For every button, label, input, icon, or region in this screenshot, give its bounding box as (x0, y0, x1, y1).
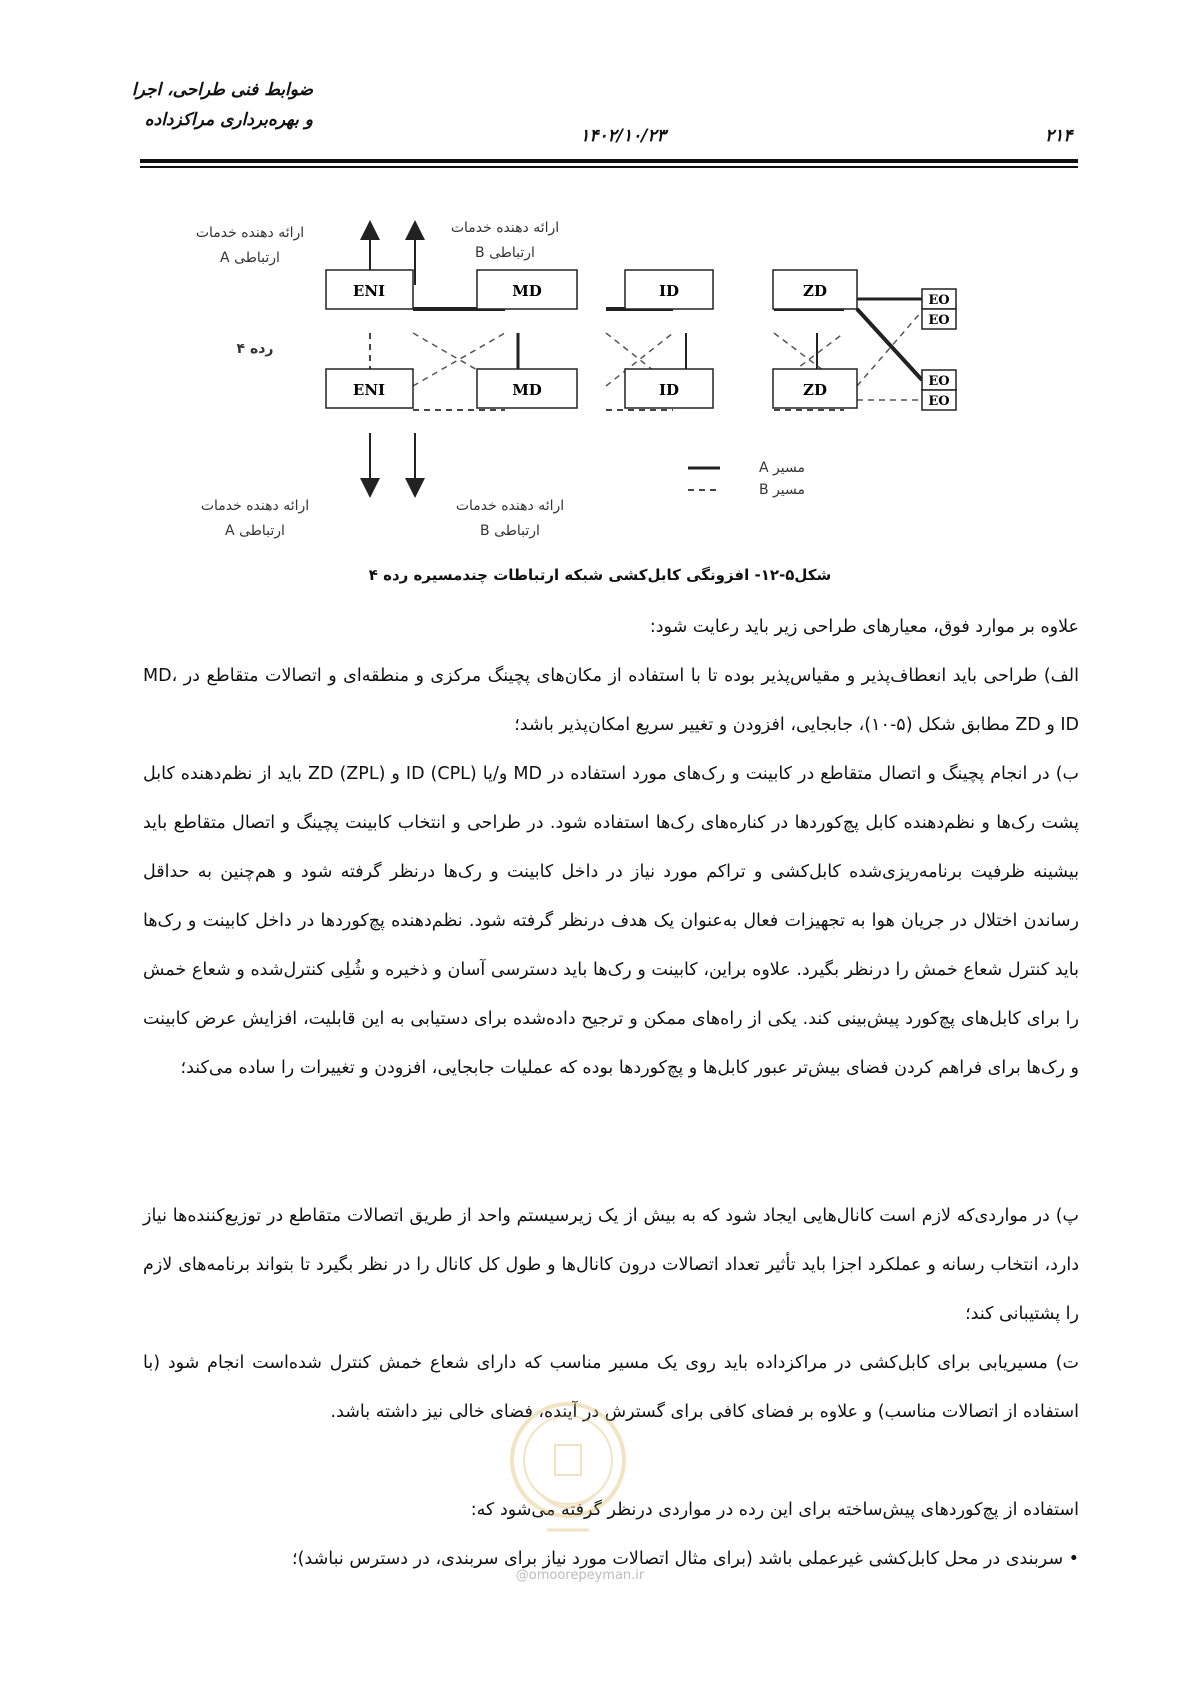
node-md-bottom (477, 369, 577, 408)
legend-label-b: مسیر B (759, 482, 805, 498)
outlet-label-top-2: EO (928, 313, 950, 328)
label-top-provider-a-line1: ارائه دهنده خدمات (195, 225, 305, 241)
paragraph-alef: الف) طراحی باید انعطاف‌پذیر و مقیاس‌پذیر بوده تا با استفاده از مکان‌های پچینگ مرکزی و منطقه‌ای و اتصالات متقاطع در MD، ID و ZD مطابق شکل (۵-۱۰)، جابجایی، افزودن و تغییر سریع امکان‌پذیر باشد؛ (143, 666, 1079, 735)
node-id-bottom (625, 369, 713, 408)
node-eni-top (326, 270, 413, 309)
node-id-top (625, 270, 713, 309)
outlet-label-top-1: EO (928, 293, 950, 308)
legend-label-a: مسیر A (759, 460, 805, 476)
outlet-top-1 (922, 289, 956, 309)
node-label-zd-top: ZD (803, 282, 827, 300)
paragraph-be: ب) در انجام پچینگ و اتصال متقاطع در کابینت و رک‌های مورد استفاده در MD و/یا ID (CPL) و ZD (ZPL) باید از نظم‌دهنده کابل پشت رک‌ها و نظم‌دهنده کابل پچ‌کوردها در کناره‌های رک‌ها استفاده شود. در طراحی و انتخاب کابینت پچینگ و اتصال متقاطع باید بیشینه ظرفیت برنامه‌ریزی‌شده کابل‌کشی و تراکم مورد نیاز در داخل کابینت و رک‌ها درنظر گرفته شود و هم‌چنین به حداقل رساندن اختلال در جریان هوا به تجهیزات فعال به‌عنوان یک هدف درنظر گرفته شود. نظم‌دهنده پچ‌کوردها در داخل کابینت و رک‌ها باید کنترل شعاع خمش را درنظر بگیرد. علاوه براین، کابینت و رک‌ها باید دسترسی آسان و ذخیره و شُلِی کنترل‌شده و شعاع خمش را برای کابل‌های پچ‌کورد پیش‌بینی کند. یکی از راه‌های ممکن و ترجیح داده‌شده برای دستیابی به این قابلیت، افزایش عرض کابینت و رک‌ها برای فراهم کردن فضای بیش‌تر عبور کابل‌ها و پچ‌کوردها بوده که عملیات جابجایی، افزودن و تغییرات را ساده می‌کند؛ (143, 764, 1080, 1078)
watermark-text: @omoorepeyman.ir (515, 1568, 645, 1583)
paragraph-te: ت) مسیریابی برای کابل‌کشی در مراکزداده باید روی یک مسیر مناسب که دارای شعاع خمش کنترل شده‌است انجام شود (با استفاده از اتصالات مناسب) و علاوه بر فضای کافی برای گسترش در آینده، فضای خالی نیز داشته باشد. (143, 1353, 1079, 1422)
header-date: ۱۴۰۲/۱۰/۲۳ (580, 126, 666, 146)
header-rule-thin (140, 166, 1078, 168)
outlet-top-2 (922, 309, 956, 329)
paragraph-intro: علاوه بر موارد فوق، معیارهای طراحی زیر باید رعایت شود: (649, 617, 1079, 637)
header-title-line2: و بهره‌برداری مراکزداده (144, 110, 313, 130)
label-bottom-provider-b-line1: ارائه دهنده خدمات (455, 498, 565, 514)
label-top-provider-b-line2: ارتباطی B (475, 245, 535, 261)
figure-caption: شکل۵-۱۲- افزونگی کابل‌کشی شبکه ارتباطات چندمسیره رده ۴ (368, 566, 832, 584)
label-bottom-provider-b-line2: ارتباطی B (480, 523, 540, 539)
outlet-bottom-1 (922, 370, 956, 390)
outlet-label-bottom-1: EO (928, 374, 950, 389)
label-bottom-provider-a-line1: ارائه دهنده خدمات (200, 498, 310, 514)
node-zd-bottom (773, 369, 857, 408)
node-label-md-bottom: MD (512, 381, 542, 399)
node-label-eni-top: ENI (352, 282, 386, 300)
label-bottom-provider-a-line2: ارتباطی A (225, 523, 285, 539)
paragraph-pe: پ) در مواردی‌که لازم است کانال‌هایی ایجاد شود که به بیش از یک زیرسیستم واحد از طریق اتصالات متقاطع در توزیع‌کننده‌ها نیاز دارد، انتخاب رسانه و عملکرد اجزا باید تأثیر تعداد اتصالات درون کانال‌ها و طول کل کانال را در نظر بگیرد تا بتواند برنامه‌های لازم را پشتیبانی کند؛ (143, 1206, 1079, 1324)
page-number: ۲۱۴ (1045, 126, 1073, 146)
outlet-label-bottom-2: EO (928, 394, 950, 409)
node-label-id-bottom: ID (658, 381, 680, 399)
tier-label: رده ۴ (236, 341, 274, 357)
node-label-id-top: ID (658, 282, 680, 300)
label-top-provider-a-line2: ارتباطی A (220, 250, 280, 266)
node-label-eni-bottom: ENI (352, 381, 386, 399)
outlet-bottom-2 (922, 390, 956, 410)
network-diagram (180, 205, 1040, 535)
node-eni-bottom (326, 369, 413, 408)
node-label-zd-bottom: ZD (803, 381, 827, 399)
node-md-top (477, 270, 577, 309)
header-title-line1: ضوابط فنی طراحی، اجرا (131, 80, 313, 100)
bullet-item-1: • سربندی در محل کابل‌کشی غیرعملی باشد (برای مثال اتصالات مورد نیاز برای سربندی، در دسترس نباشد)؛ (292, 1549, 1079, 1569)
watermark-logo-icon (507, 1400, 629, 1550)
paragraph-prefab: استفاده از پچ‌کوردهای پیش‌ساخته برای این رده در مواردی درنظر گرفته می‌شود که: (470, 1500, 1079, 1520)
node-label-md-top: MD (512, 282, 542, 300)
label-top-provider-b-line1: ارائه دهنده خدمات (450, 220, 560, 236)
header-rule-thick (140, 159, 1078, 163)
node-zd-top (773, 270, 857, 309)
